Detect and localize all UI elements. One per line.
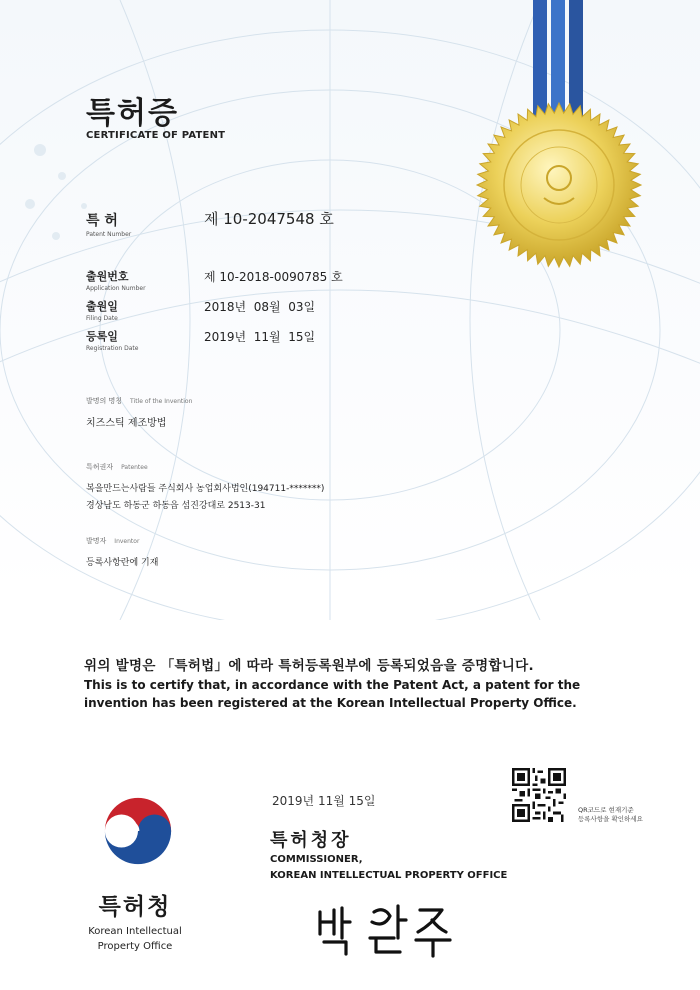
patentee-address: 경상남도 하동군 하동읍 섬진강대로 2513-31 bbox=[86, 501, 266, 511]
korean-ipo-logo bbox=[92, 785, 184, 877]
certificate-title: 특허증 bbox=[86, 96, 179, 131]
inventor-text: 등록사항란에 기재 bbox=[86, 558, 159, 568]
certification-statement-en: This is to certify that, in accordance with the Patent Act, a patent for the invention has been registered at the Korean Intellectual Property Office. bbox=[84, 678, 581, 710]
commissioner-title-ko: 특허청장 bbox=[270, 830, 352, 851]
commissioner-title-en-line1: COMMISSIONER, bbox=[270, 854, 363, 865]
patentee-heading-en: Patentee bbox=[121, 464, 148, 471]
registration-date-value: 2019년 11월 15일 bbox=[204, 330, 316, 344]
patentee-name: 복을만드는사람들 주식회사 농업회사법인(194711-*******) bbox=[86, 484, 325, 494]
gold-seal bbox=[474, 100, 644, 270]
patent-number-value: 제 10-2047548 호 bbox=[204, 210, 334, 228]
inventor-heading-ko: 발명자 bbox=[86, 537, 107, 545]
registration-date-label-ko: 등록일 bbox=[86, 330, 118, 343]
patent-number-label-ko: 특 허 bbox=[86, 213, 118, 229]
certification-statement-ko: 위의 발명은 「특허법」에 따라 특허등록원부에 등록되었음을 증명합니다. bbox=[84, 658, 534, 674]
application-number-label-en: Application Number bbox=[86, 285, 146, 292]
filing-date-label-en: Filing Date bbox=[86, 315, 118, 322]
issue-date: 2019년 11월 15일 bbox=[272, 794, 376, 808]
office-name-ko: 특허청 bbox=[98, 894, 172, 920]
office-name-en-line2: Property Office bbox=[97, 941, 173, 952]
application-number-label bbox=[86, 268, 146, 292]
commissioner-signature bbox=[312, 898, 462, 958]
patentee-heading-ko: 특허권자 bbox=[86, 463, 114, 471]
office-name-en-line1: Korean Intellectual bbox=[88, 926, 182, 937]
patentee-heading bbox=[86, 462, 148, 472]
qr-note bbox=[578, 806, 643, 824]
commissioner-title-en-line2: KOREAN INTELLECTUAL PROPERTY OFFICE bbox=[270, 870, 508, 881]
filing-date-label bbox=[86, 298, 118, 322]
inventor-heading-en: Inventor bbox=[114, 538, 140, 545]
invention-heading-ko: 발명의 명칭 bbox=[86, 397, 123, 405]
patent-number-label bbox=[86, 210, 131, 238]
certificate-title-en: CERTIFICATE OF PATENT bbox=[86, 130, 226, 141]
filing-date-label-ko: 출원일 bbox=[86, 300, 118, 313]
invention-heading bbox=[86, 396, 192, 406]
qr-code[interactable] bbox=[512, 768, 566, 822]
qr-note-line2: 등록사항을 확인하세요 bbox=[578, 815, 643, 823]
patent-number-label-en: Patent Number bbox=[86, 231, 132, 238]
registration-date-label bbox=[86, 328, 138, 352]
filing-date-value: 2018년 08월 03일 bbox=[204, 300, 316, 314]
qr-note-line1: QR코드로 현재기준 bbox=[578, 806, 634, 814]
registration-date-label-en: Registration Date bbox=[86, 345, 139, 352]
inventor-heading bbox=[86, 536, 139, 546]
invention-heading-en: Title of the Invention bbox=[130, 398, 193, 405]
application-number-value: 제 10-2018-0090785 호 bbox=[204, 270, 343, 284]
invention-title: 치즈스틱 제조방법 bbox=[86, 418, 167, 429]
application-number-label-ko: 출원번호 bbox=[86, 270, 129, 283]
